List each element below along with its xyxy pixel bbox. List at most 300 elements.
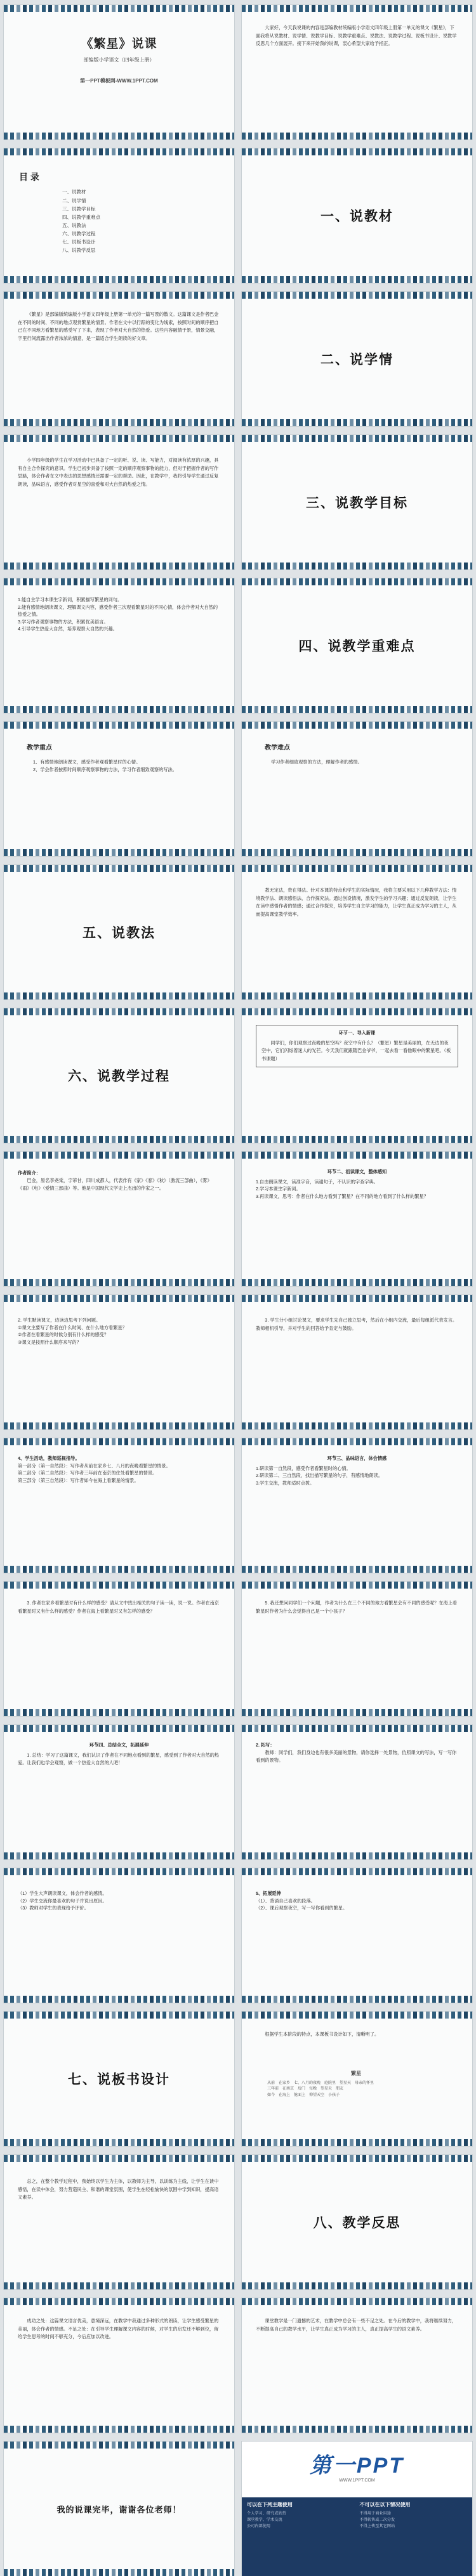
bar-segment bbox=[93, 1136, 96, 1143]
bar-segment bbox=[350, 992, 354, 999]
bar-segment bbox=[458, 865, 461, 872]
bar-segment bbox=[439, 563, 442, 569]
bar-segment bbox=[255, 1566, 258, 1573]
bar-segment bbox=[381, 419, 385, 426]
bar-segment bbox=[369, 849, 373, 856]
bar-segment bbox=[17, 1295, 20, 1302]
bar-segment bbox=[112, 2155, 116, 2162]
bar-segment bbox=[232, 563, 234, 569]
bar-segment bbox=[226, 435, 230, 442]
bar-segment bbox=[299, 1279, 303, 1286]
bar-segment bbox=[42, 1136, 46, 1143]
bar-segment bbox=[137, 2426, 141, 2433]
bar-segment bbox=[105, 1709, 109, 1716]
bar-segment bbox=[413, 419, 417, 426]
bar-segment bbox=[299, 1582, 303, 1589]
slide-content bbox=[256, 24, 458, 126]
bar-segment bbox=[312, 1868, 315, 1875]
bar-segment bbox=[394, 1279, 398, 1286]
bar-segment bbox=[118, 419, 122, 426]
bar-segment bbox=[201, 1438, 204, 1445]
bar-segment bbox=[194, 1566, 198, 1573]
bar-segment bbox=[369, 276, 373, 283]
bar-segment bbox=[162, 706, 166, 713]
bar-segment bbox=[432, 1566, 436, 1573]
bar-segment bbox=[413, 1422, 417, 1429]
bar-segment bbox=[105, 706, 109, 713]
bar-segment bbox=[182, 1709, 185, 1716]
bar-segment bbox=[74, 1725, 77, 1732]
bar-segment bbox=[80, 1709, 84, 1716]
bar-segment bbox=[362, 2012, 366, 2019]
bar-segment bbox=[381, 5, 385, 12]
bar-segment bbox=[201, 292, 204, 299]
bar-segment bbox=[331, 1295, 334, 1302]
bar-segment bbox=[220, 578, 223, 585]
bar-segment bbox=[169, 2155, 173, 2162]
bar-segment bbox=[105, 5, 109, 12]
bar-segment bbox=[400, 2139, 404, 2146]
bar-segment bbox=[67, 992, 71, 999]
bar-segment bbox=[86, 1868, 90, 1875]
bar-segment bbox=[400, 1152, 404, 1159]
bar-segment bbox=[420, 1008, 423, 1015]
bar-segment bbox=[232, 419, 234, 426]
bar-segment bbox=[23, 5, 27, 12]
bar-segment bbox=[350, 1295, 354, 1302]
slide-21-activity bbox=[4, 1438, 234, 1573]
bar-segment bbox=[299, 1996, 303, 2003]
slide-25-summary bbox=[4, 1725, 234, 1859]
bar-segment bbox=[400, 1438, 404, 1445]
brand-url[interactable]: WWW.1PPT.COM bbox=[339, 2478, 375, 2483]
bar-segment bbox=[420, 1868, 423, 1875]
bar-segment bbox=[36, 563, 39, 569]
bar-segment bbox=[381, 1996, 385, 2003]
step-line: 2.学习本课生字新词。 bbox=[256, 1186, 301, 1192]
bar-segment bbox=[86, 2139, 90, 2146]
bar-segment bbox=[86, 2298, 90, 2305]
bar-segment bbox=[67, 1136, 71, 1143]
bar-segment bbox=[261, 722, 265, 729]
bar-segment bbox=[4, 419, 8, 426]
bar-segment bbox=[207, 2569, 211, 2576]
bar-segment bbox=[255, 2139, 258, 2146]
bar-segment bbox=[394, 1852, 398, 1859]
top-bar-decoration bbox=[242, 2298, 472, 2305]
bottom-bar-decoration bbox=[4, 1136, 234, 1143]
bar-segment bbox=[394, 1709, 398, 1716]
bar-segment bbox=[388, 2282, 392, 2289]
site-link[interactable]: 第一PPT模板网-WWW.1PPT.COM bbox=[80, 78, 158, 84]
bar-segment bbox=[318, 865, 322, 872]
bar-segment bbox=[305, 992, 309, 999]
bar-segment bbox=[407, 849, 411, 856]
bar-segment bbox=[4, 1152, 8, 1159]
bar-segment bbox=[439, 2139, 442, 2146]
bar-segment bbox=[305, 133, 309, 140]
bar-segment bbox=[131, 722, 135, 729]
bar-segment bbox=[207, 2282, 211, 2289]
bar-segment bbox=[381, 1582, 385, 1589]
bar-segment bbox=[23, 578, 27, 585]
bar-segment bbox=[413, 1582, 417, 1589]
bar-segment bbox=[388, 1438, 392, 1445]
bar-segment bbox=[362, 276, 366, 283]
bar-segment bbox=[162, 1996, 166, 2003]
bar-segment bbox=[112, 1852, 116, 1859]
bar-segment bbox=[188, 706, 192, 713]
bar-segment bbox=[105, 2155, 109, 2162]
section-title: 八、教学反思 bbox=[313, 2216, 401, 2230]
bar-segment bbox=[175, 1582, 179, 1589]
bar-segment bbox=[362, 2426, 366, 2433]
bar-segment bbox=[305, 2298, 309, 2305]
bar-segment bbox=[318, 563, 322, 569]
bar-segment bbox=[213, 1279, 217, 1286]
bar-segment bbox=[248, 1566, 252, 1573]
bar-segment bbox=[42, 1295, 46, 1302]
bar-segment bbox=[305, 1582, 309, 1589]
bar-segment bbox=[394, 706, 398, 713]
bar-segment bbox=[242, 1422, 246, 1429]
bar-segment bbox=[4, 849, 8, 856]
bar-segment bbox=[470, 1136, 472, 1143]
bar-segment bbox=[470, 1725, 472, 1732]
bar-segment bbox=[445, 5, 449, 12]
bar-segment bbox=[124, 706, 128, 713]
bar-segment bbox=[451, 563, 455, 569]
bar-segment bbox=[169, 1438, 173, 1445]
bar-segment bbox=[356, 865, 360, 872]
bar-segment bbox=[226, 578, 230, 585]
bar-segment bbox=[29, 148, 33, 155]
bar-segment bbox=[439, 2282, 442, 2289]
bar-segment bbox=[324, 1868, 328, 1875]
bar-segment bbox=[169, 706, 173, 713]
bar-segment bbox=[426, 722, 430, 729]
bar-segment bbox=[445, 992, 449, 999]
bar-segment bbox=[162, 1709, 166, 1716]
intro-text: 大家好，今天我说课的内容是部编教材统编版小学语文四年级上册第一单元的课文《繁星》，下面我将从说教材、说学情、说教学目标、说教学重难点、说教法、说教学过程、说板书设计、说教学反思几个方面展开。接下来开始我的说课，衷心希望大家给予指正。 bbox=[256, 25, 457, 47]
bar-segment bbox=[169, 722, 173, 729]
bar-segment bbox=[248, 1725, 252, 1732]
bar-segment bbox=[375, 722, 379, 729]
slide-32-section bbox=[242, 2155, 472, 2289]
bar-segment bbox=[86, 1725, 90, 1732]
bar-segment bbox=[213, 1582, 217, 1589]
bar-segment bbox=[99, 2139, 103, 2146]
bar-segment bbox=[394, 992, 398, 999]
bar-segment bbox=[93, 292, 96, 299]
slide-content bbox=[18, 2317, 220, 2419]
bar-segment bbox=[451, 992, 455, 999]
bar-segment bbox=[255, 1279, 258, 1286]
bar-segment bbox=[156, 1295, 160, 1302]
bar-segment bbox=[162, 1582, 166, 1589]
bar-segment bbox=[169, 578, 173, 585]
bar-segment bbox=[201, 5, 204, 12]
bar-segment bbox=[220, 1136, 223, 1143]
bar-segment bbox=[312, 133, 315, 140]
bar-segment bbox=[194, 2155, 198, 2162]
bottom-bar-decoration bbox=[242, 133, 472, 140]
bar-segment bbox=[312, 1996, 315, 2003]
bar-segment bbox=[318, 1136, 322, 1143]
bar-segment bbox=[343, 1709, 347, 1716]
bar-segment bbox=[17, 1868, 20, 1875]
bar-pattern bbox=[4, 1725, 234, 1732]
bar-segment bbox=[137, 2298, 141, 2305]
bar-segment bbox=[274, 276, 277, 283]
bar-segment bbox=[74, 1295, 77, 1302]
bar-segment bbox=[470, 1566, 472, 1573]
bar-segment bbox=[337, 1725, 341, 1732]
bar-segment bbox=[67, 1709, 71, 1716]
bar-segment bbox=[188, 1582, 192, 1589]
question-line: ②作者在看繁星的时候分别有什么样的感受？ bbox=[18, 1332, 109, 1338]
bar-segment bbox=[67, 1422, 71, 1429]
bar-segment bbox=[394, 1295, 398, 1302]
bar-segment bbox=[10, 1279, 14, 1286]
bar-segment bbox=[299, 2012, 303, 2019]
bar-segment bbox=[175, 2155, 179, 2162]
bar-segment bbox=[280, 1008, 284, 1015]
bar-segment bbox=[124, 133, 128, 140]
bar-segment bbox=[458, 849, 461, 856]
bar-segment bbox=[318, 2012, 322, 2019]
bar-segment bbox=[118, 2282, 122, 2289]
bar-segment bbox=[337, 1868, 341, 1875]
bar-segment bbox=[267, 2012, 271, 2019]
bar-segment bbox=[400, 1996, 404, 2003]
section-title: 六、说教学过程 bbox=[68, 1069, 170, 1084]
bar-segment bbox=[286, 722, 290, 729]
bar-segment bbox=[407, 1279, 411, 1286]
bar-segment bbox=[407, 2139, 411, 2146]
bar-segment bbox=[458, 1996, 461, 2003]
bar-segment bbox=[137, 1438, 141, 1445]
bar-segment bbox=[36, 1136, 39, 1143]
bar-segment bbox=[162, 148, 166, 155]
bar-segment bbox=[86, 1852, 90, 1859]
toc-item[interactable]: 六、说教学过程 bbox=[62, 231, 96, 237]
top-bar-decoration bbox=[4, 578, 234, 585]
bar-segment bbox=[162, 2569, 166, 2576]
bar-segment bbox=[23, 276, 27, 283]
bar-segment bbox=[201, 992, 204, 999]
toc-item[interactable]: 三、说教学目标 bbox=[62, 205, 96, 212]
bar-segment bbox=[458, 563, 461, 569]
bar-segment bbox=[150, 1852, 154, 1859]
blackboard-design bbox=[267, 2070, 445, 2099]
bar-segment bbox=[286, 1152, 290, 1159]
bar-segment bbox=[426, 849, 430, 856]
bar-segment bbox=[162, 2282, 166, 2289]
bottom-bar-decoration bbox=[242, 276, 472, 283]
bar-segment bbox=[356, 276, 360, 283]
bar-segment bbox=[274, 1852, 277, 1859]
bar-segment bbox=[67, 1582, 71, 1589]
toc-item[interactable]: 五、说教法 bbox=[62, 222, 86, 228]
bar-segment bbox=[86, 292, 90, 299]
bar-segment bbox=[93, 435, 96, 442]
bar-segment bbox=[226, 1438, 230, 1445]
bar-segment bbox=[207, 1725, 211, 1732]
toc-item[interactable]: 一、说教材 bbox=[62, 189, 86, 195]
bar-segment bbox=[93, 1996, 96, 2003]
bar-segment bbox=[413, 1996, 417, 2003]
bar-segment bbox=[331, 849, 334, 856]
bar-segment bbox=[150, 1422, 154, 1429]
bar-segment bbox=[375, 1996, 379, 2003]
bar-segment bbox=[445, 1852, 449, 1859]
bar-segment bbox=[305, 1422, 309, 1429]
top-bar-decoration bbox=[242, 1868, 472, 1875]
bar-segment bbox=[470, 2426, 472, 2433]
bar-segment bbox=[356, 849, 360, 856]
bar-segment bbox=[464, 992, 468, 999]
bar-segment bbox=[312, 1136, 315, 1143]
bar-segment bbox=[213, 1852, 217, 1859]
bar-segment bbox=[124, 1279, 128, 1286]
bar-segment bbox=[93, 2569, 96, 2576]
bar-segment bbox=[74, 1582, 77, 1589]
bar-segment bbox=[375, 5, 379, 12]
bar-segment bbox=[451, 849, 455, 856]
bar-segment bbox=[299, 1566, 303, 1573]
toc-item[interactable]: 七、说板书设计 bbox=[62, 239, 96, 245]
bar-segment bbox=[74, 578, 77, 585]
bar-segment bbox=[439, 419, 442, 426]
toc-item[interactable]: 八、说教学反思 bbox=[62, 247, 96, 254]
bar-pattern bbox=[4, 1422, 234, 1429]
bar-segment bbox=[61, 292, 65, 299]
bar-segment bbox=[143, 1438, 147, 1445]
bar-segment bbox=[194, 5, 198, 12]
bar-segment bbox=[248, 5, 252, 12]
bar-segment bbox=[407, 2426, 411, 2433]
bar-segment bbox=[220, 435, 223, 442]
bar-pattern bbox=[242, 1136, 472, 1143]
bar-segment bbox=[445, 849, 449, 856]
bar-segment bbox=[274, 1295, 277, 1302]
toc-item[interactable]: 二、说学情 bbox=[62, 197, 86, 204]
bar-segment bbox=[458, 1136, 461, 1143]
top-bar-decoration bbox=[242, 5, 472, 12]
bar-segment bbox=[407, 706, 411, 713]
bar-segment bbox=[118, 133, 122, 140]
bar-segment bbox=[36, 1422, 39, 1429]
bar-segment bbox=[93, 722, 96, 729]
bar-segment bbox=[439, 1422, 442, 1429]
bar-segment bbox=[182, 435, 185, 442]
bar-segment bbox=[118, 2298, 122, 2305]
bar-segment bbox=[201, 849, 204, 856]
bar-segment bbox=[118, 5, 122, 12]
bottom-bar-decoration bbox=[4, 2426, 234, 2433]
bar-segment bbox=[413, 706, 417, 713]
bar-segment bbox=[48, 2139, 52, 2146]
bar-segment bbox=[175, 133, 179, 140]
bar-segment bbox=[381, 1295, 385, 1302]
bar-segment bbox=[464, 2282, 468, 2289]
bar-segment bbox=[362, 1136, 366, 1143]
bar-segment bbox=[188, 2139, 192, 2146]
bar-segment bbox=[156, 1152, 160, 1159]
bar-segment bbox=[445, 419, 449, 426]
bar-segment bbox=[194, 133, 198, 140]
bar-segment bbox=[105, 1438, 109, 1445]
bar-segment bbox=[280, 1279, 284, 1286]
bar-segment bbox=[255, 2298, 258, 2305]
toc-list bbox=[62, 188, 220, 254]
bar-segment bbox=[67, 1868, 71, 1875]
bar-segment bbox=[318, 722, 322, 729]
top-bar-decoration bbox=[242, 1152, 472, 1159]
bar-segment bbox=[80, 1136, 84, 1143]
bar-segment bbox=[36, 2282, 39, 2289]
bar-segment bbox=[220, 1152, 223, 1159]
bar-segment bbox=[169, 1582, 173, 1589]
bar-segment bbox=[445, 133, 449, 140]
bar-segment bbox=[150, 1709, 154, 1716]
bar-segment bbox=[226, 563, 230, 569]
bar-segment bbox=[124, 1295, 128, 1302]
bar-segment bbox=[400, 2298, 404, 2305]
bar-segment bbox=[105, 2282, 109, 2289]
bar-segment bbox=[400, 1136, 404, 1143]
brand-logo[interactable]: 第一PPT bbox=[309, 2454, 405, 2478]
bar-segment bbox=[274, 1152, 277, 1159]
bar-segment bbox=[439, 1566, 442, 1573]
bar-segment bbox=[55, 849, 58, 856]
bar-segment bbox=[207, 419, 211, 426]
bar-segment bbox=[255, 2012, 258, 2019]
bar-segment bbox=[305, 1008, 309, 1015]
bar-segment bbox=[55, 992, 58, 999]
bar-segment bbox=[23, 1152, 27, 1159]
bar-segment bbox=[432, 563, 436, 569]
bar-segment bbox=[36, 1295, 39, 1302]
bar-segment bbox=[286, 1852, 290, 1859]
bar-segment bbox=[42, 563, 46, 569]
bar-segment bbox=[381, 1152, 385, 1159]
bar-segment bbox=[369, 1868, 373, 1875]
bar-segment bbox=[201, 419, 204, 426]
bar-segment bbox=[286, 1725, 290, 1732]
bar-segment bbox=[162, 419, 166, 426]
bar-segment bbox=[274, 2139, 277, 2146]
bar-segment bbox=[175, 148, 179, 155]
bar-segment bbox=[458, 2426, 461, 2433]
bar-segment bbox=[242, 2012, 246, 2019]
bar-segment bbox=[182, 1422, 185, 1429]
bar-segment bbox=[124, 563, 128, 569]
bar-pattern bbox=[242, 1422, 472, 1429]
slide-4-section bbox=[242, 148, 472, 283]
bar-segment bbox=[150, 1725, 154, 1732]
bar-segment bbox=[17, 1566, 20, 1573]
toc-item[interactable]: 四、说教学重难点 bbox=[62, 214, 100, 220]
bar-segment bbox=[23, 2155, 27, 2162]
forbidden-column bbox=[360, 2501, 468, 2572]
bar-segment bbox=[451, 1136, 455, 1143]
bottom-bar-decoration bbox=[4, 276, 234, 283]
bar-segment bbox=[369, 1566, 373, 1573]
bar-segment bbox=[331, 1582, 334, 1589]
bar-segment bbox=[201, 1996, 204, 2003]
